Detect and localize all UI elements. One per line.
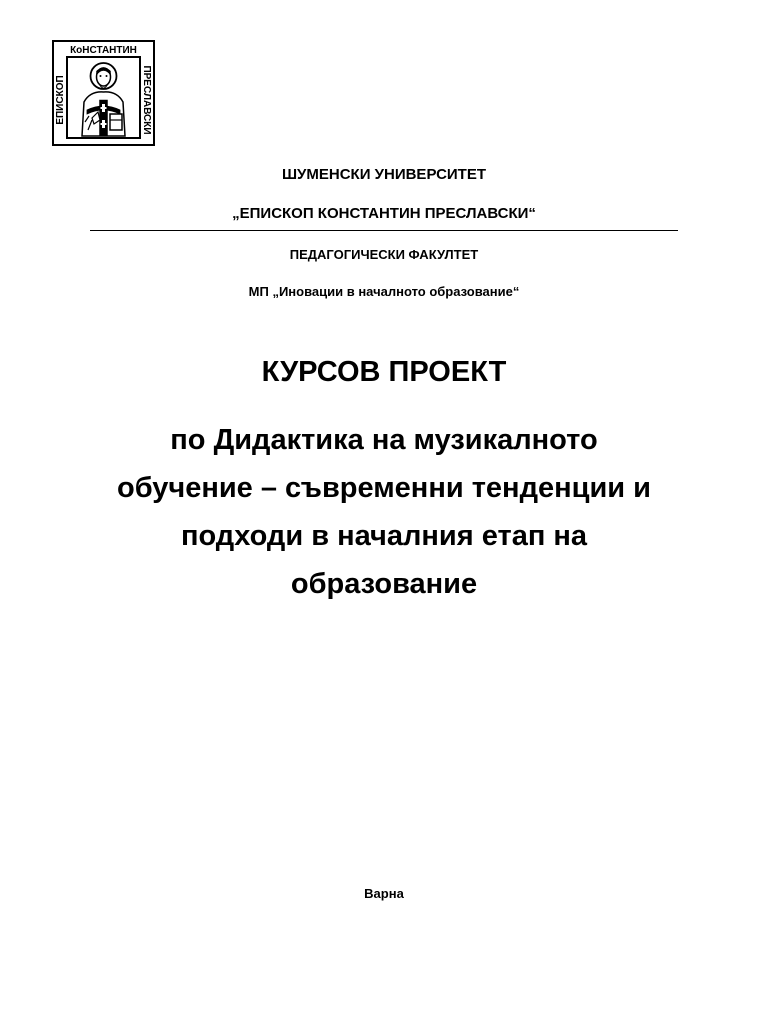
subtitle-line: обучение – съвременни тенденции и: [117, 472, 651, 504]
subtitle-line: по Дидактика на музикалното: [170, 424, 598, 456]
document-title: КУРСОВ ПРОЕКТ: [261, 356, 507, 388]
faculty-name: ПЕДАГОГИЧЕСКИ ФАКУЛТЕТ: [289, 247, 479, 262]
logo-text-top: КоНСТАНТИН: [70, 45, 137, 56]
university-name-quoted: „ЕПИСКОП КОНСТАНТИН ПРЕСЛАВСКИ“: [232, 205, 536, 222]
logo-text-left: ЕПИСКОП: [55, 75, 66, 125]
subtitle-line: образование: [290, 568, 478, 600]
university-name: ШУМЕНСКИ УНИВЕРСИТЕТ: [281, 166, 487, 183]
logo-text-right: ПРЕСЛАВСКИ: [141, 65, 152, 135]
document-subtitle: [84, 416, 684, 608]
program-name: МП „Иновации в началното образование“: [248, 284, 520, 299]
city-name: Варна: [364, 886, 404, 901]
university-logo: [52, 40, 155, 146]
subtitle-line: подходи в началния етап на: [180, 520, 588, 552]
header-divider: [90, 230, 678, 231]
